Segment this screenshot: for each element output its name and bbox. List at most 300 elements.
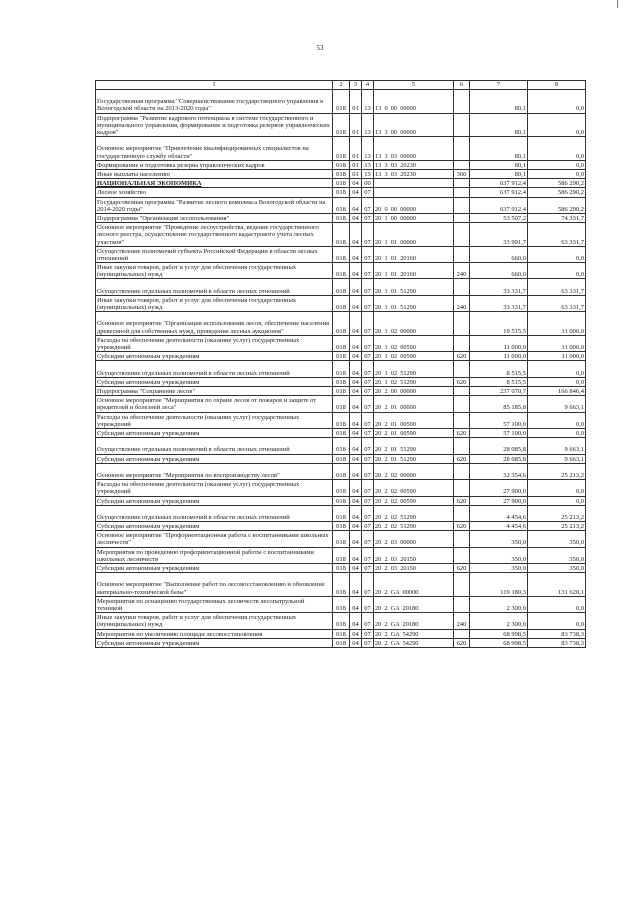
cell-amount-year-2: 586 290,2 xyxy=(528,179,586,188)
cell-subsection-code: 07 xyxy=(362,223,374,247)
cell-ministry-code: 018 xyxy=(333,279,350,295)
cell-expense-type xyxy=(454,629,470,638)
cell-ministry-code: 018 xyxy=(333,90,350,114)
cell-subsection-code: 07 xyxy=(362,596,374,612)
cell-amount-year-1: 350,0 xyxy=(470,564,528,573)
cell-target-code: 20 2 01 00590 xyxy=(374,412,454,428)
cell-expense-type xyxy=(454,188,470,197)
table-row xyxy=(96,396,586,412)
cell-ministry-code: 018 xyxy=(333,564,350,573)
cell-section-code: 04 xyxy=(350,279,362,295)
row-name xyxy=(96,246,333,262)
cell-section-code: 04 xyxy=(350,573,362,597)
cell-ministry-code: 018 xyxy=(333,522,350,531)
table-row xyxy=(96,564,586,573)
row-name-text: Подпрограмма "Сохранение лесов" xyxy=(97,388,195,395)
cell-ministry-code: 018 xyxy=(333,263,350,279)
row-name xyxy=(96,613,333,629)
row-name-text: Иные закупки товаров, работ и услуг для обеспечения государственных (муниципальных) нужд xyxy=(97,296,297,312)
cell-subsection-code: 13 xyxy=(362,160,374,169)
table-row xyxy=(96,113,586,137)
table-row xyxy=(96,454,586,463)
cell-target-code: 13 0 00 00000 xyxy=(374,90,454,114)
cell-subsection-code: 07 xyxy=(362,547,374,563)
cell-expense-type xyxy=(454,531,470,547)
cell-amount-year-1: 32 354,6 xyxy=(470,463,528,479)
column-header: 8 xyxy=(528,81,586,90)
row-name xyxy=(96,428,333,437)
cell-amount-year-2: 0,0 xyxy=(528,496,586,505)
cell-subsection-code: 07 xyxy=(362,522,374,531)
cell-subsection-code: 07 xyxy=(362,197,374,213)
table-row xyxy=(96,412,586,428)
table-row xyxy=(96,522,586,531)
cell-target-code: 20 2 03 20150 xyxy=(374,547,454,563)
cell-section-code: 04 xyxy=(350,596,362,612)
cell-ministry-code: 018 xyxy=(333,387,350,396)
cell-expense-type xyxy=(454,387,470,396)
cell-section-code: 04 xyxy=(350,496,362,505)
cell-section-code: 04 xyxy=(350,361,362,377)
cell-target-code: 20 1 01 20160 xyxy=(374,246,454,262)
cell-expense-type xyxy=(454,312,470,336)
cell-amount-year-2: 586 290,2 xyxy=(528,188,586,197)
cell-expense-type xyxy=(454,160,470,169)
cell-amount-year-2: 25 213,2 xyxy=(528,463,586,479)
row-name-text: Иные закупки товаров, работ и услуг для обеспечения государственных (муниципальных) нужд xyxy=(97,264,297,279)
cell-target-code: 20 2 01 51290 xyxy=(374,454,454,463)
table-body xyxy=(96,90,586,648)
cell-ministry-code: 018 xyxy=(333,312,350,336)
row-name xyxy=(96,547,333,563)
cell-subsection-code: 07 xyxy=(362,496,374,505)
cell-amount-year-1: 85 185,8 xyxy=(470,396,528,412)
row-name-text: Мероприятия по оснащению государственных лесничеств лесопатрульной техникой xyxy=(97,597,305,613)
cell-section-code: 01 xyxy=(350,169,362,178)
cell-amount-year-2: 0,0 xyxy=(528,90,586,114)
row-name-text: Субсидии автономным учреждениям xyxy=(97,455,200,463)
column-header: 2 xyxy=(333,81,350,90)
row-name xyxy=(96,213,333,222)
cell-subsection-code: 07 xyxy=(362,613,374,629)
cell-target-code: 20 2 00 00000 xyxy=(374,387,454,396)
cell-amount-year-2: 586 290,2 xyxy=(528,197,586,213)
table-row xyxy=(96,179,586,188)
row-name xyxy=(96,438,333,454)
cell-subsection-code: 07 xyxy=(362,505,374,521)
cell-target-code: 20 1 00 00000 xyxy=(374,213,454,222)
cell-section-code: 04 xyxy=(350,197,362,213)
row-name-text: Основное мероприятие "Привлечение квалифицированных специалистов на государственную службу области" xyxy=(97,145,309,160)
cell-target-code: 20 2 03 20150 xyxy=(374,564,454,573)
cell-target-code xyxy=(374,188,454,197)
cell-amount-year-1: 28 085,8 xyxy=(470,454,528,463)
row-name-text: Расходы на обеспечение деятельности (оказание услуг) государственных учреждений xyxy=(97,481,300,496)
cell-ministry-code: 018 xyxy=(333,629,350,638)
cell-section-code: 01 xyxy=(350,90,362,114)
row-name-text: Основное мероприятие "Выполнение работ по лесовосстановлению и обновление материально-технической базы" xyxy=(97,581,325,596)
cell-expense-type xyxy=(454,179,470,188)
cell-subsection-code: 13 xyxy=(362,169,374,178)
cell-target-code: 20 2 02 51290 xyxy=(374,522,454,531)
row-name xyxy=(96,387,333,396)
cell-subsection-code: 07 xyxy=(362,454,374,463)
table-row xyxy=(96,480,586,496)
table-row xyxy=(96,496,586,505)
cell-section-code: 04 xyxy=(350,480,362,496)
cell-amount-year-1: 33 331,7 xyxy=(470,295,528,311)
cell-target-code: 20 2 02 51290 xyxy=(374,505,454,521)
row-name-text: Осуществление отдельных полномочий в области лесных отношений xyxy=(97,446,290,454)
cell-section-code: 04 xyxy=(350,213,362,222)
row-name-text: Субсидии автономным учреждениям xyxy=(97,565,200,573)
table-row xyxy=(96,312,586,336)
cell-amount-year-1: 68 998,5 xyxy=(470,638,528,647)
cell-target-code: 20 2 01 51290 xyxy=(374,438,454,454)
table-row xyxy=(96,335,586,351)
cell-amount-year-2: 0,0 xyxy=(528,263,586,279)
cell-ministry-code: 018 xyxy=(333,169,350,178)
table-row xyxy=(96,596,586,612)
cell-target-code: 20 1 01 20160 xyxy=(374,263,454,279)
cell-section-code: 04 xyxy=(350,396,362,412)
cell-amount-year-1: 80,1 xyxy=(470,113,528,137)
cell-amount-year-2: 63 331,7 xyxy=(528,279,586,295)
cell-subsection-code: 13 xyxy=(362,113,374,137)
row-name xyxy=(96,179,333,188)
row-name xyxy=(96,463,333,479)
row-name xyxy=(96,137,333,161)
cell-target-code: 20 2 GA 20180 xyxy=(374,613,454,629)
cell-amount-year-1: 119 180,3 xyxy=(470,573,528,597)
row-name xyxy=(96,312,333,336)
table-row xyxy=(96,387,586,396)
cell-section-code: 04 xyxy=(350,387,362,396)
cell-target-code: 20 1 02 00590 xyxy=(374,335,454,351)
cell-expense-type: 620 xyxy=(454,496,470,505)
cell-ministry-code: 018 xyxy=(333,428,350,437)
cell-amount-year-2: 9 663,1 xyxy=(528,396,586,412)
cell-ministry-code: 018 xyxy=(333,295,350,311)
cell-expense-type xyxy=(454,335,470,351)
table-row xyxy=(96,629,586,638)
row-name xyxy=(96,396,333,412)
cell-section-code: 04 xyxy=(350,531,362,547)
row-name-text: Государственная программа "Развитие лесного комплекса Вологодской области на 2014-2020 годы" xyxy=(97,198,326,213)
cell-ministry-code: 018 xyxy=(333,188,350,197)
cell-amount-year-1: 57 100,0 xyxy=(470,412,528,428)
column-header: 4 xyxy=(362,81,374,90)
row-name-text: Осуществление полномочий субъекта Российской Федерации в области лесных отношений xyxy=(97,247,318,262)
cell-subsection-code: 07 xyxy=(362,335,374,351)
cell-subsection-code: 00 xyxy=(362,179,374,188)
row-name-text: Субсидии автономным учреждениям xyxy=(97,497,200,505)
row-name xyxy=(96,361,333,377)
cell-ministry-code: 018 xyxy=(333,179,350,188)
cell-ministry-code: 018 xyxy=(333,137,350,161)
cell-amount-year-1: 80,1 xyxy=(470,90,528,114)
table-row xyxy=(96,263,586,279)
cell-target-code: 20 2 01 00590 xyxy=(374,428,454,437)
cell-amount-year-1: 27 900,0 xyxy=(470,496,528,505)
cell-section-code: 04 xyxy=(350,352,362,361)
cell-expense-type xyxy=(454,412,470,428)
cell-subsection-code: 07 xyxy=(362,428,374,437)
cell-subsection-code: 07 xyxy=(362,263,374,279)
table-row xyxy=(96,188,586,197)
cell-subsection-code: 07 xyxy=(362,412,374,428)
cell-target-code: 20 0 00 00000 xyxy=(374,197,454,213)
row-name-text: Подпрограмма "Развитие кадрового потенциала в системе государственного и муниципального управления, формирование и подготовка резервов управленческих кадров" xyxy=(97,114,330,136)
column-header: 7 xyxy=(470,81,528,90)
cell-ministry-code: 018 xyxy=(333,438,350,454)
row-name-text: НАЦИОНАЛЬНАЯ ЭКОНОМИКА xyxy=(97,180,202,188)
cell-section-code: 04 xyxy=(350,223,362,247)
row-name xyxy=(96,480,333,496)
cell-amount-year-2: 83 738,3 xyxy=(528,629,586,638)
cell-section-code: 04 xyxy=(350,547,362,563)
row-name-text: Основное мероприятие "Мероприятия по воспроизводству лесов" xyxy=(97,471,280,479)
cell-amount-year-1: 4 454,6 xyxy=(470,505,528,521)
cell-section-code: 04 xyxy=(350,428,362,437)
row-name xyxy=(96,263,333,279)
cell-expense-type xyxy=(454,113,470,137)
row-name xyxy=(96,90,333,114)
table-row xyxy=(96,169,586,178)
cell-section-code: 04 xyxy=(350,638,362,647)
cell-expense-type xyxy=(454,596,470,612)
cell-target-code xyxy=(374,179,454,188)
row-name-text: Основное мероприятие "Организация использования лесов, обеспечение населения древесиной для собственных нужд, проведение лесных аукционов" xyxy=(97,320,330,335)
cell-amount-year-2: 350,0 xyxy=(528,564,586,573)
row-name xyxy=(96,531,333,547)
cell-subsection-code: 07 xyxy=(362,638,374,647)
cell-amount-year-1: 660,0 xyxy=(470,246,528,262)
cell-amount-year-2: 0,0 xyxy=(528,361,586,377)
row-name xyxy=(96,335,333,351)
table-row xyxy=(96,90,586,114)
table-row xyxy=(96,223,586,247)
cell-amount-year-2: 0,0 xyxy=(528,596,586,612)
cell-ministry-code: 018 xyxy=(333,531,350,547)
cell-section-code: 04 xyxy=(350,438,362,454)
cell-amount-year-2: 0,0 xyxy=(528,137,586,161)
table-row xyxy=(96,279,586,295)
cell-expense-type xyxy=(454,223,470,247)
cell-expense-type xyxy=(454,396,470,412)
cell-subsection-code: 07 xyxy=(362,438,374,454)
cell-subsection-code: 07 xyxy=(362,312,374,336)
cell-subsection-code: 07 xyxy=(362,188,374,197)
cell-ministry-code: 018 xyxy=(333,361,350,377)
cell-section-code: 04 xyxy=(350,613,362,629)
cell-subsection-code: 07 xyxy=(362,573,374,597)
cell-amount-year-1: 8 515,5 xyxy=(470,361,528,377)
cell-ministry-code: 018 xyxy=(333,352,350,361)
table-row xyxy=(96,377,586,386)
cell-target-code: 20 2 02 00590 xyxy=(374,480,454,496)
cell-subsection-code: 07 xyxy=(362,246,374,262)
table-row xyxy=(96,531,586,547)
cell-expense-type: 620 xyxy=(454,638,470,647)
table-row xyxy=(96,547,586,563)
cell-amount-year-2: 11 000,0 xyxy=(528,312,586,336)
table-row xyxy=(96,613,586,629)
cell-subsection-code: 07 xyxy=(362,387,374,396)
cell-amount-year-1: 11 000,0 xyxy=(470,352,528,361)
cell-amount-year-2: 83 738,3 xyxy=(528,638,586,647)
cell-amount-year-1: 350,0 xyxy=(470,531,528,547)
cell-amount-year-2: 0,0 xyxy=(528,428,586,437)
cell-expense-type: 620 xyxy=(454,454,470,463)
cell-ministry-code: 018 xyxy=(333,480,350,496)
cell-amount-year-2: 0,0 xyxy=(528,613,586,629)
cell-amount-year-2: 166 846,4 xyxy=(528,387,586,396)
row-name-text: Субсидии автономным учреждениям xyxy=(97,378,200,386)
cell-amount-year-2: 63 331,7 xyxy=(528,223,586,247)
table-row xyxy=(96,361,586,377)
cell-subsection-code: 07 xyxy=(362,396,374,412)
cell-expense-type xyxy=(454,463,470,479)
row-name xyxy=(96,352,333,361)
table-row xyxy=(96,197,586,213)
row-name-text: Осуществление отдельных полномочий в области лесных отношений xyxy=(97,287,290,295)
cell-target-code: 20 1 02 51290 xyxy=(374,361,454,377)
cell-ministry-code: 018 xyxy=(333,396,350,412)
row-name xyxy=(96,454,333,463)
cell-subsection-code: 07 xyxy=(362,213,374,222)
column-header: 3 xyxy=(350,81,362,90)
cell-amount-year-2: 350,0 xyxy=(528,547,586,563)
cell-target-code: 20 2 GA 00000 xyxy=(374,573,454,597)
cell-section-code: 01 xyxy=(350,137,362,161)
cell-section-code: 01 xyxy=(350,160,362,169)
cell-amount-year-2: 0,0 xyxy=(528,246,586,262)
row-name xyxy=(96,113,333,137)
cell-amount-year-1: 27 900,0 xyxy=(470,480,528,496)
row-name-text: Субсидии автономным учреждениям xyxy=(97,429,200,437)
row-name xyxy=(96,505,333,521)
cell-amount-year-1: 80,1 xyxy=(470,160,528,169)
cell-target-code: 20 1 02 00590 xyxy=(374,352,454,361)
cell-subsection-code: 07 xyxy=(362,564,374,573)
cell-target-code: 20 1 02 51290 xyxy=(374,377,454,386)
cell-target-code: 13 3 03 20230 xyxy=(374,160,454,169)
cell-amount-year-2: 9 663,1 xyxy=(528,438,586,454)
cell-expense-type: 620 xyxy=(454,352,470,361)
cell-amount-year-2: 74 331,7 xyxy=(528,213,586,222)
row-name-text: Основное мероприятие "Мероприятия по охране лесов от пожаров и защите от вредителей и болезней леса" xyxy=(97,397,317,412)
cell-amount-year-2: 131 620,1 xyxy=(528,573,586,597)
row-name xyxy=(96,295,333,311)
row-name xyxy=(96,188,333,197)
cell-subsection-code: 07 xyxy=(362,295,374,311)
cell-expense-type: 240 xyxy=(454,613,470,629)
cell-amount-year-2: 0,0 xyxy=(528,169,586,178)
cell-target-code: 20 1 02 00000 xyxy=(374,312,454,336)
cell-ministry-code: 018 xyxy=(333,113,350,137)
table-row xyxy=(96,137,586,161)
table-row xyxy=(96,246,586,262)
cell-amount-year-2: 0,0 xyxy=(528,113,586,137)
row-name xyxy=(96,629,333,638)
cell-amount-year-2: 0,0 xyxy=(528,480,586,496)
cell-amount-year-2: 25 213,2 xyxy=(528,505,586,521)
row-name-text: Основное мероприятие "Профориентационная работа с воспитанниками школьных лесничеств" xyxy=(97,532,329,547)
row-name-text: Иные выплаты населению xyxy=(97,170,170,178)
row-name-text: Основное мероприятие "Проведение лесоустройства, ведение государственного лесного реестра, осуществление государственного кадастрового учета лесных участков" xyxy=(97,224,319,246)
row-name-text: Расходы на обеспечение деятельности (оказание услуг) государственных учреждений xyxy=(97,413,300,428)
cell-ministry-code: 018 xyxy=(333,160,350,169)
cell-amount-year-1: 350,0 xyxy=(470,547,528,563)
cell-amount-year-2: 11 000,0 xyxy=(528,352,586,361)
cell-amount-year-2: 350,0 xyxy=(528,531,586,547)
cell-ministry-code: 018 xyxy=(333,463,350,479)
table-row xyxy=(96,505,586,521)
cell-expense-type: 240 xyxy=(454,263,470,279)
table-row xyxy=(96,295,586,311)
cell-expense-type xyxy=(454,90,470,114)
cell-section-code: 04 xyxy=(350,564,362,573)
table-row xyxy=(96,573,586,597)
cell-target-code: 13 3 03 00000 xyxy=(374,137,454,161)
cell-amount-year-2: 25 213,2 xyxy=(528,522,586,531)
cell-subsection-code: 07 xyxy=(362,531,374,547)
cell-amount-year-1: 80,1 xyxy=(470,137,528,161)
cell-amount-year-1: 2 300,0 xyxy=(470,613,528,629)
row-name-text: Иные закупки товаров, работ и услуг для обеспечения государственных (муниципальных) нужд xyxy=(97,614,297,629)
cell-ministry-code: 018 xyxy=(333,596,350,612)
cell-amount-year-1: 33 331,7 xyxy=(470,279,528,295)
cell-expense-type xyxy=(454,480,470,496)
row-name xyxy=(96,377,333,386)
row-name-text: Мероприятия по проведению профориентационной работы с воспитанниками школьных лесничеств xyxy=(97,548,314,563)
cell-subsection-code: 07 xyxy=(362,352,374,361)
cell-amount-year-1: 660,0 xyxy=(470,263,528,279)
cell-amount-year-1: 2 300,0 xyxy=(470,596,528,612)
cell-ministry-code: 018 xyxy=(333,412,350,428)
cell-subsection-code: 07 xyxy=(362,377,374,386)
row-name xyxy=(96,223,333,247)
table-row xyxy=(96,428,586,437)
cell-amount-year-2: 63 331,7 xyxy=(528,295,586,311)
cell-amount-year-1: 4 454,6 xyxy=(470,522,528,531)
cell-ministry-code: 018 xyxy=(333,246,350,262)
cell-section-code: 04 xyxy=(350,335,362,351)
cell-target-code: 20 2 GA 54290 xyxy=(374,629,454,638)
cell-target-code: 20 2 02 00000 xyxy=(374,463,454,479)
cell-ministry-code: 018 xyxy=(333,197,350,213)
cell-section-code: 04 xyxy=(350,377,362,386)
cell-ministry-code: 018 xyxy=(333,613,350,629)
cell-section-code: 04 xyxy=(350,312,362,336)
cell-section-code: 04 xyxy=(350,522,362,531)
cell-target-code: 20 1 01 51290 xyxy=(374,295,454,311)
cell-expense-type: 620 xyxy=(454,522,470,531)
column-header: 5 xyxy=(374,81,454,90)
cell-section-code: 04 xyxy=(350,295,362,311)
cell-target-code: 13 3 00 00000 xyxy=(374,113,454,137)
cell-section-code: 04 xyxy=(350,505,362,521)
cell-section-code: 04 xyxy=(350,263,362,279)
cell-target-code: 20 2 GA 54290 xyxy=(374,638,454,647)
cell-ministry-code: 018 xyxy=(333,638,350,647)
row-name xyxy=(96,160,333,169)
cell-amount-year-2: 11 000,0 xyxy=(528,335,586,351)
cell-target-code: 20 1 01 51290 xyxy=(374,279,454,295)
row-name xyxy=(96,197,333,213)
cell-subsection-code: 07 xyxy=(362,480,374,496)
